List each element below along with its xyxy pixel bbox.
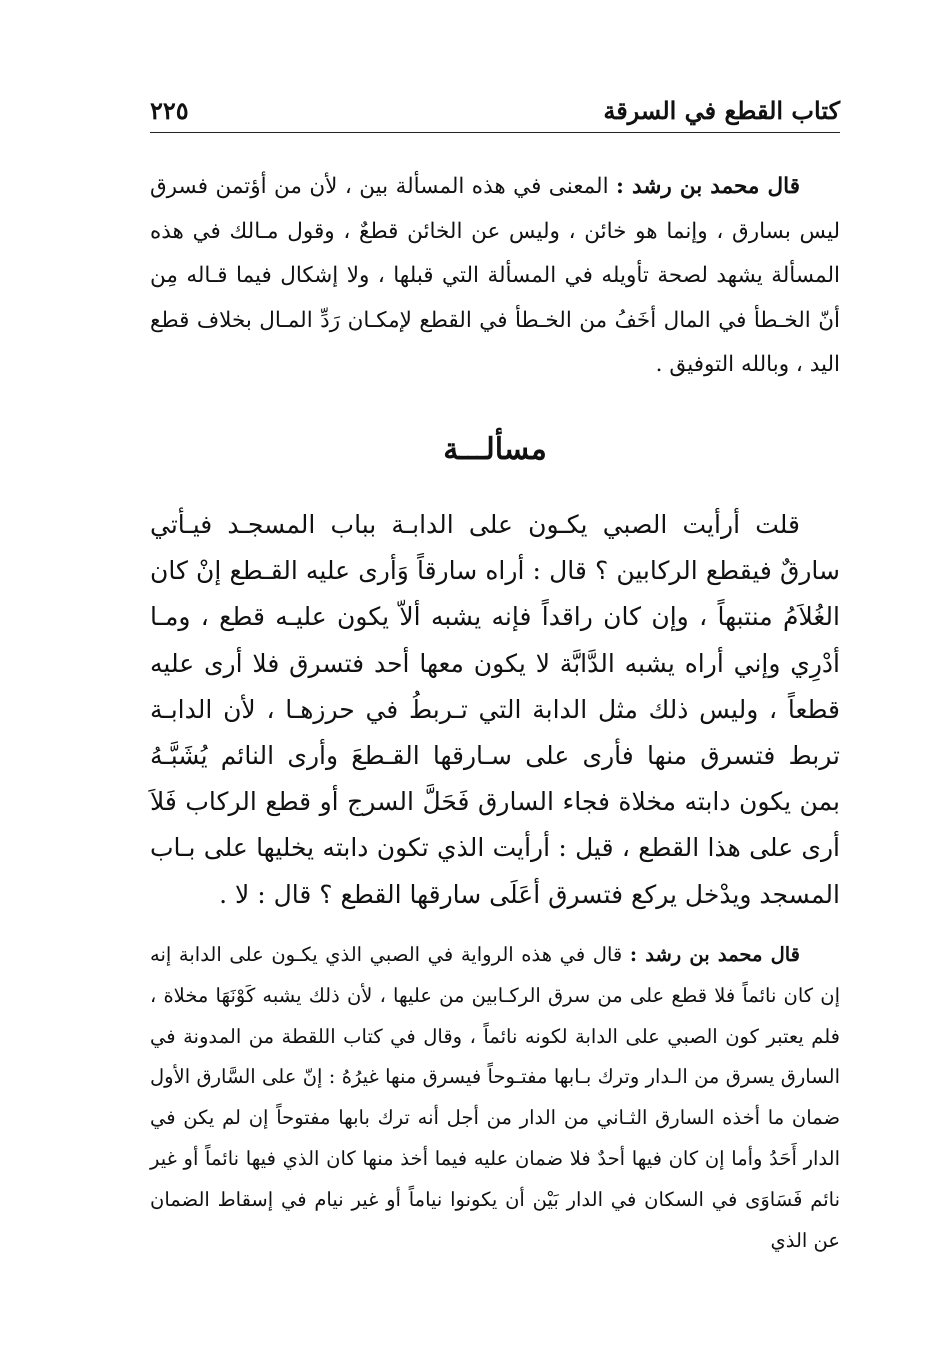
running-title: كتاب القطع في السرقة [603, 96, 840, 125]
section-heading: مسألـــة [443, 432, 547, 467]
commentary-paragraph-2 [150, 935, 840, 1261]
speaker-label: قال محمد بن رشد : [629, 943, 801, 966]
question-paragraph [150, 502, 840, 918]
speaker-label: قال محمد بن رشد : [616, 174, 800, 199]
paragraph-text: قال في هذه الرواية في الصبي الذي يكـون على الدابة إنه إن كان نائماً فلا قطع على من سرق الركـابين من عليها ، لأن ذلك يشبه كَوْنَهَا مخلاة ، فلم يعتبر كون الصبي على الدابة لكونه نائماً ، وقال في كتاب اللقطة من المدونة في السارق يسرق من الـدار وترك بـابها مفتـوحاً فيسرق منها غيرُهُ : إنّ على السَّارق الأول ضمان ما أخذه السارق الثـاني من الدار من أجل أنه ترك بابها مفتوحاً إن لم يكن في الدار أَحَدُ وأما إن كان فيها أحدٌ فلا ضمان عليه فيما أخذ منها كان الذي فيها نائماً أو غير نائم فَسَاوَى في السكان في الدار بَيْن أن يكونوا نياماً أو غير نيام في إسقاط الضمان عن الذي [150, 943, 840, 1252]
page-number: ٢٢٥ [150, 96, 189, 125]
paragraph-text: قلت أرأيت الصبي يكـون على الدابـة بباب المسجـد فيـأتي سارقٌ فيقطع الركابين ؟ قال : أراه سارقاً وَأرى عليه القـطع إنْ كان الغُلاَمُ منتبهاً ، وإن كان راقداً فإنه يشبه ألاّ يكون عليـه قطع ، ومـا أدْرِي وإني أراه يشبه الدَّابَّة لا يكون معها أحد فتسرق فلا أرى عليه قطعاً ، وليس ذلك مثل الدابة التي تـربطُ في حرزهـا ، لأن الدابـة تربط فتسرق منها فأرى على سـارقها القـطعَ وأرى النائم يُشَبَّـهُ بمن يكون دابته مخلاة فجاء السارق فَحَلَّ السرج أو قطع الركاب فَلاَ أرى على هذا القطع ، قيل : أرأيت الذي تكون دابته يخليها على بـاب المسجد ويدْخل يركع فتسرق أعَلَى سارقها القطع ؟ قال : لا . [150, 510, 840, 909]
running-header [150, 92, 840, 133]
commentary-paragraph-1 [150, 165, 840, 388]
paragraph-text: المعنى في هذه المسألة بين ، لأن من أؤتمن فسرق ليس بسارق ، وإنما هو خائن ، وليس عن الخائن قطعٌ ، وقول مـالك في هذه المسألة يشهد لصحة تأويله في المسألة التي قبلها ، ولا إشكال فيما قـاله مِن أنّ الخـطأ في المال أخَفُ من الخـطأ في القطع لإمكـان رَدِّ المـال بخلاف قطع اليد ، وبالله التوفيق . [150, 174, 840, 377]
